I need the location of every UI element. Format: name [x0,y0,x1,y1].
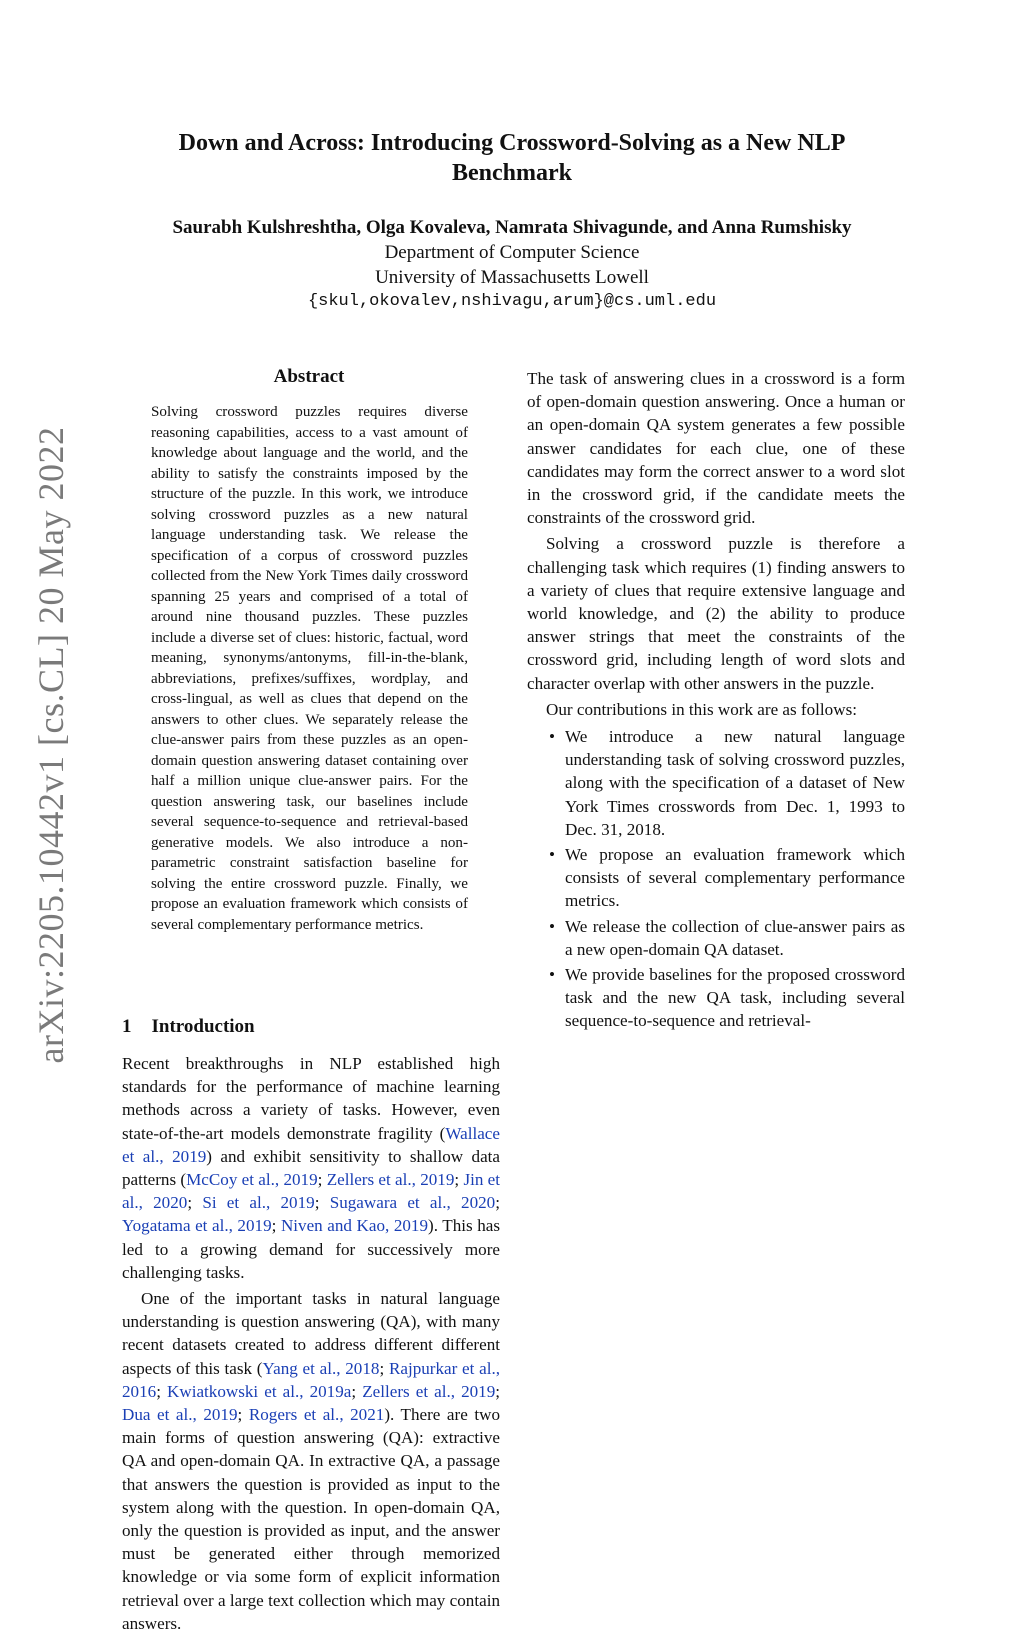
intro-paragraph-3: The task of answering clues in a crossword is a form of open-domain question answering. Once a human or an open-domain QA system generates a few possible answer candidates for each clue, one of these candidates may form the correct answer to a word slot in the crossword grid, if the candidate meets the constraints of the crossword grid. [527,369,905,528]
affiliation-university: University of Massachusetts Lowell [375,267,649,288]
list-item: • We introduce a new natural language understanding task of solving crossword puzzles, along with the specification of a dataset of New York Times crosswords from Dec. 1, 1993 to Dec. 31, 2018. [549,727,905,839]
citation-link[interactable]: Dua et al., 2019 [122,1405,238,1425]
abstract-text: Solving crossword puzzles requires diverse reasoning capabilities, access to a vast amount of knowledge about language and the world, and the ability to satisfy the constraints imposed by the structure of the puzzle. In this work, we introduce solving crossword puzzles as a new natural language understanding task. We release the specification of a corpus of crossword puzzles collected from the New York Times daily crossword spanning 25 years and comprised of a total of around nine thousand puzzles. These puzzles include a diverse set of clues: historic, factual, word meaning, synonyms/antonyms, fill-in-the-blank, abbreviations, prefixes/suffixes, wordplay, and cross-lingual, as well as clues that depend on the answers to other clues. We separately release the clue-answer pairs from these puzzles as an open-domain question answering dataset containing over half a million unique clue-answer pairs. For the question answering task, our baselines include several sequence-to-sequence and retrieval-based generative models. We also introduce a non-parametric constraint satisfaction baseline for solving the entire crossword puzzle. Finally, we propose an evaluation framework which consists of several complementary performance metrics. [151,404,468,933]
citation-link[interactable]: Zellers et al., 2019 [326,1170,455,1190]
bullet-icon: • [549,965,555,985]
citation-link[interactable]: Wallace et al., 2019 [122,1123,500,1166]
abstract-heading: Abstract [273,366,345,387]
citation-link[interactable]: McCoy et al., 2019 [186,1170,318,1190]
section-number: 1 [122,1016,132,1037]
citation-link[interactable]: Si et al., 2019 [202,1193,315,1213]
paper-title: Down and Across: Introducing Crossword-Solving as a New NLP Benchmark [178,130,846,186]
citation-link[interactable]: Yang et al., 2018 [262,1358,380,1378]
left-column-body [122,1052,500,1635]
right-column-body [527,367,905,1035]
citation-link[interactable]: Rajpurkar et al., 2016 [122,1358,501,1401]
author-list: Saurabh Kulshreshtha, Olga Kovaleva, Namrata Shivagunde, and Anna Rumshisky [172,217,852,238]
affiliation-department: Department of Computer Science [384,242,640,263]
citation-link[interactable]: Zellers et al., 2019 [362,1381,496,1401]
list-item: • We propose an evaluation framework which consists of several complementary performance metrics. [549,845,905,911]
citation-link[interactable]: Jin et al., 2020 [122,1170,501,1213]
list-item: • We provide baselines for the proposed crossword task and the new QA task, including several sequence-to-sequence and retrieval- [549,965,905,1031]
section-heading-introduction [122,1016,255,1038]
bullet-icon: • [549,727,555,747]
citation-link[interactable]: Rogers et al., 2021 [248,1405,385,1425]
intro-paragraph-5: Our contributions in this work are as follows: [546,699,857,719]
intro-paragraph-1: Recent breakthroughs in NLP established high standards for the performance of machine learning methods across a variety of tasks. However, even state-of-the-art models demonstrate fragility (Wallace et al., 2019) and exhibit sensitivity to shallow data patterns (McCoy et al., 2019; Zellers et al., 2019; Jin et al., 2020; Si et al., 2019; Sugawara et al., 2020; Yogatama et al., 2019; Niven and Kao, 2019). This has led to a growing demand for successively more challenging tasks. [122,1054,501,1282]
author-emails: {skul,okovalev,nshivagu,arum}@cs.uml.edu [307,292,717,311]
citation-link[interactable]: Sugawara et al., 2020 [329,1193,496,1213]
citation-link[interactable]: Yogatama et al., 2019 [122,1216,272,1236]
bullet-icon: • [549,845,555,865]
contributions-list [527,725,905,1033]
bullet-icon: • [549,916,555,936]
citation-link[interactable]: Kwiatkowski et al., 2019a [167,1381,352,1401]
arxiv-identifier-stamp: arXiv:2205.10442v1 [cs.CL] 20 May 2022 [31,426,71,1064]
citation-link[interactable]: Niven and Kao, 2019 [280,1216,429,1236]
intro-paragraph-4: Solving a crossword puzzle is therefore a challenging task which requires (1) finding answers to a variety of clues that require extensive language and world knowledge, and (2) the ability to produce answer strings that meet the constraints of the crossword grid, including length of word slots and character overlap with other answers in the puzzle. [527,534,905,693]
intro-paragraph-2: One of the important tasks in natural language understanding is question answering (QA), with many recent datasets created to address different different aspects of this task (Yang et al., 2018; Rajpurkar et al., 2016; Kwiatkowski et al., 2019a; Zellers et al., 2019; Dua et al., 2019; Rogers et al., 2021). There are two main forms of question answering (QA): extractive QA and open-domain QA. In extractive QA, a passage that answers the question is provided as input to the system along with the question. In open-domain QA, only the question is provided as input, and the answer must be generated either through memorized knowledge or via some form of explicit information retrieval over a large text collection which may contain answers. [122,1289,501,1633]
list-item: • We release the collection of clue-answer pairs as a new open-domain QA dataset. [549,916,905,959]
section-title: Introduction [151,1016,255,1037]
